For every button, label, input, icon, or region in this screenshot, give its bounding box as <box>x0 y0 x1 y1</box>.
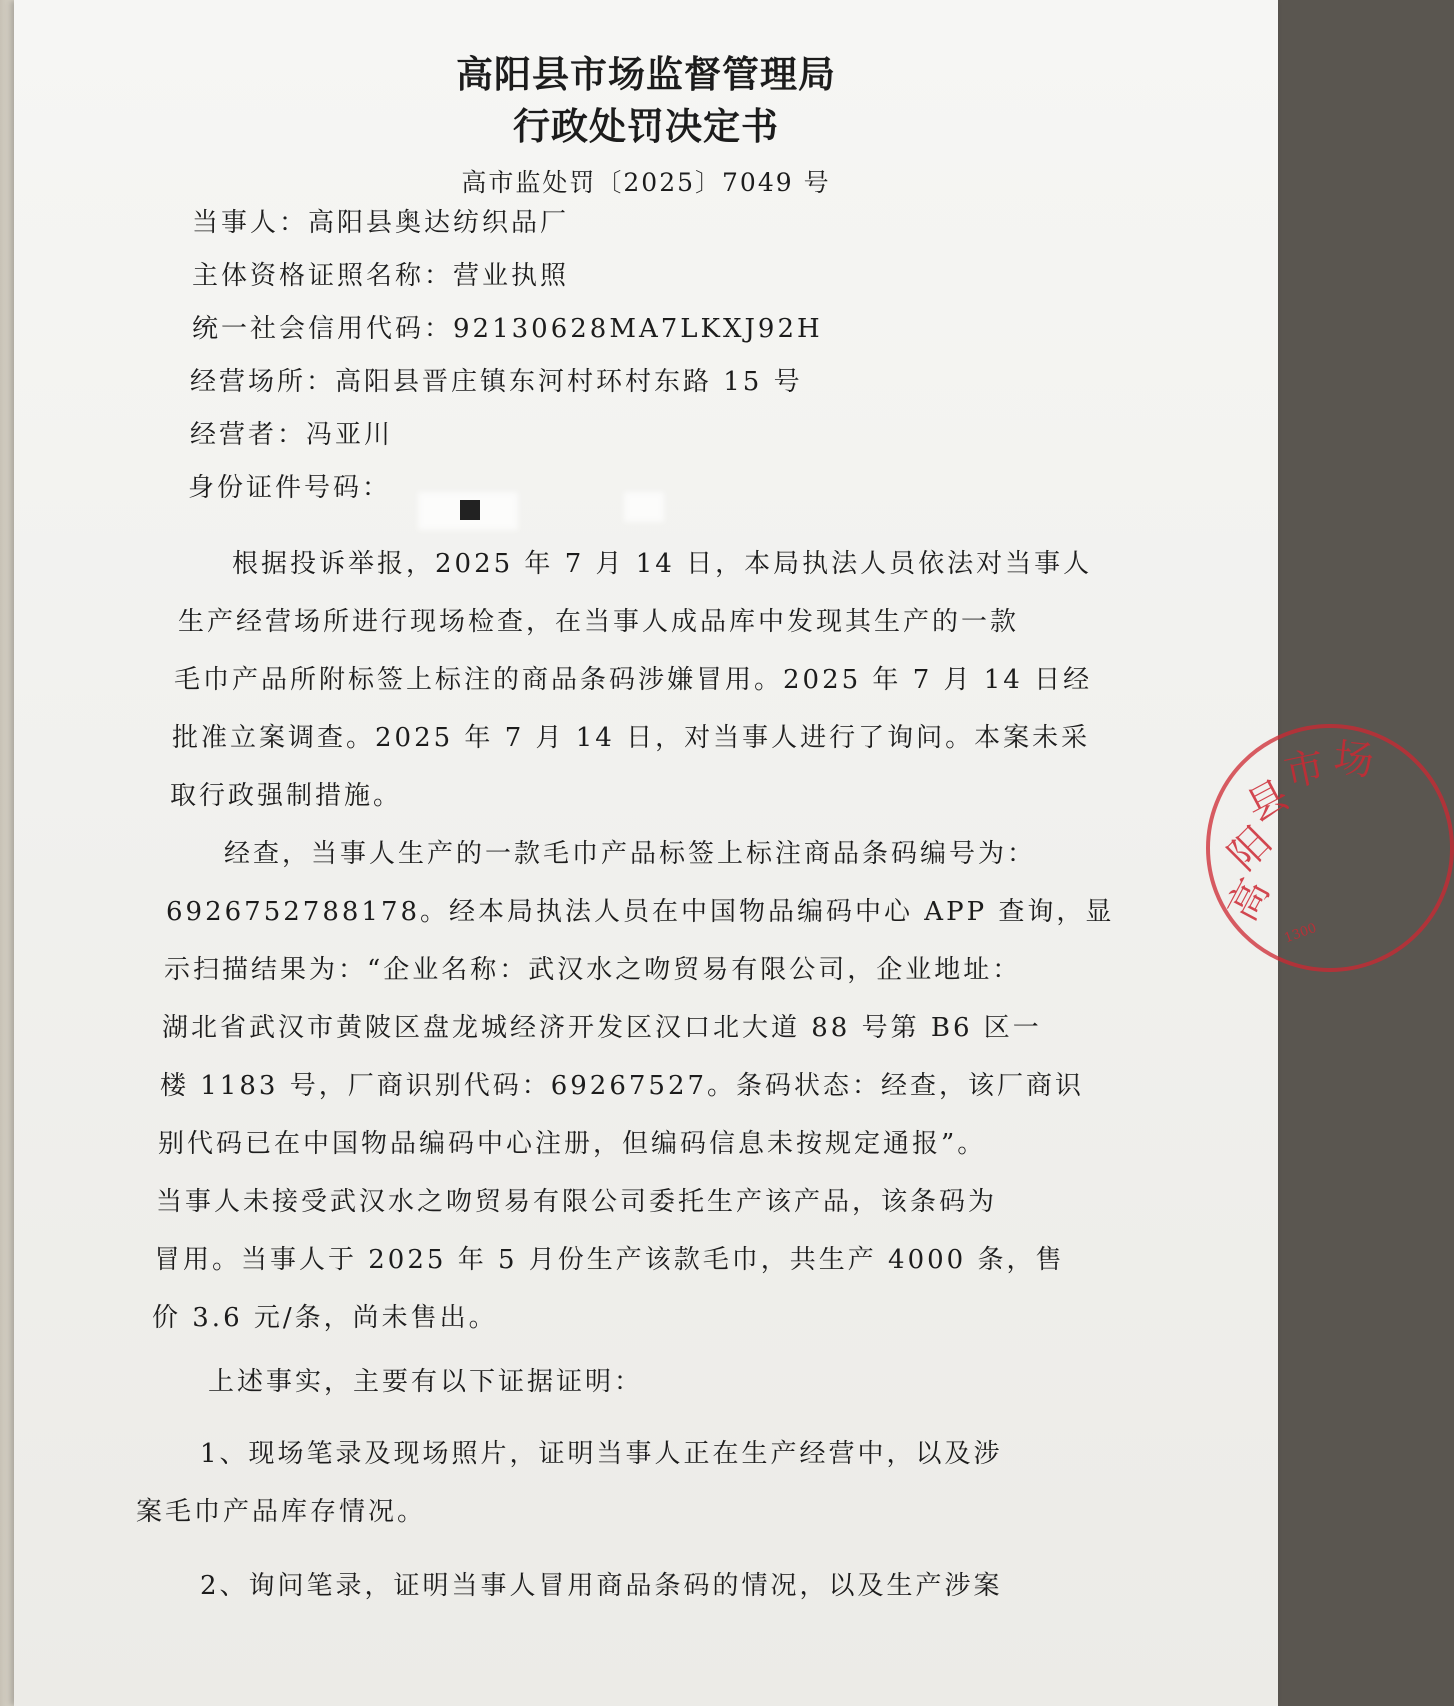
official-seal <box>1206 724 1454 972</box>
body-line-7: 6926752788178。经本局执法人员在中国物品编码中心 APP 查询，显 <box>166 897 1115 927</box>
document-title-type: 行政处罚决定书 <box>513 105 779 148</box>
body-line-11: 别代码已在中国物品编码中心注册，但编码信息未按规定通报”。 <box>158 1129 987 1159</box>
evidence-item-2: 2、询问笔录，证明当事人冒用商品条码的情况，以及生产涉案 <box>200 1571 1003 1601</box>
evidence-intro: 上述事实，主要有以下证据证明： <box>208 1367 644 1397</box>
seal-char-5: 场 <box>1331 735 1376 785</box>
body-line-2: 生产经营场所进行现场检查，在当事人成品库中发现其生产的一款 <box>178 607 1020 637</box>
party-name: 当事人：高阳县奥达纺织品厂 <box>192 208 570 238</box>
seal-char-2: 阳 <box>1220 818 1281 880</box>
body-line-5: 取行政强制措施。 <box>170 781 403 811</box>
evidence-item-1-cont: 案毛巾产品库存情况。 <box>136 1497 427 1527</box>
body-line-3: 毛巾产品所附标签上标注的商品条码涉嫌冒用。2025 年 7 月 14 日经 <box>174 665 1093 695</box>
redaction-blur-2 <box>624 492 664 522</box>
redaction-mark <box>460 500 480 520</box>
body-line-10: 楼 1183 号，厂商识别代码：69267527。条码状态：经查，该厂商识 <box>160 1071 1085 1101</box>
body-line-6: 经查，当事人生产的一款毛巾产品标签上标注商品条码编号为： <box>224 839 1037 869</box>
body-line-1: 根据投诉举报，2025 年 7 月 14 日，本局执法人员依法对当事人 <box>232 549 1093 579</box>
document-number: 高市监处罚〔2025〕7049 号 <box>461 168 831 197</box>
license-type: 主体资格证照名称：营业执照 <box>192 261 570 291</box>
credit-code: 统一社会信用代码：92130628MA7LKXJ92H <box>192 314 823 344</box>
seal-char-4: 市 <box>1280 743 1330 797</box>
seal-char-1: 高 <box>1219 871 1279 929</box>
seal-char-3: 县 <box>1239 771 1297 832</box>
seal-number: 1300 <box>1282 920 1319 947</box>
body-line-12: 当事人未接受武汉水之吻贸易有限公司委托生产该产品，该条码为 <box>156 1187 998 1217</box>
evidence-item-1: 1、现场笔录及现场照片，证明当事人正在生产经营中，以及涉 <box>200 1439 1003 1469</box>
document-title-agency: 高阳县市场监督管理局 <box>456 53 836 96</box>
business-address: 经营场所：高阳县晋庄镇东河村环村东路 15 号 <box>190 367 803 397</box>
body-line-13: 冒用。当事人于 2025 年 5 月份生产该款毛巾，共生产 4000 条，售 <box>154 1245 1065 1275</box>
document-page <box>14 0 1376 1706</box>
body-line-8: 示扫描结果为：“企业名称：武汉水之吻贸易有限公司，企业地址： <box>164 955 1022 985</box>
id-number-label: 身份证件号码： <box>188 473 392 503</box>
body-line-4: 批准立案调查。2025 年 7 月 14 日，对当事人进行了询问。本案未采 <box>172 723 1091 753</box>
body-line-9: 湖北省武汉市黄陂区盘龙城经济开发区汉口北大道 88 号第 B6 区一 <box>162 1013 1042 1043</box>
body-line-14: 价 3.6 元/条，尚未售出。 <box>152 1303 498 1333</box>
operator-name: 经营者：冯亚川 <box>190 420 394 450</box>
